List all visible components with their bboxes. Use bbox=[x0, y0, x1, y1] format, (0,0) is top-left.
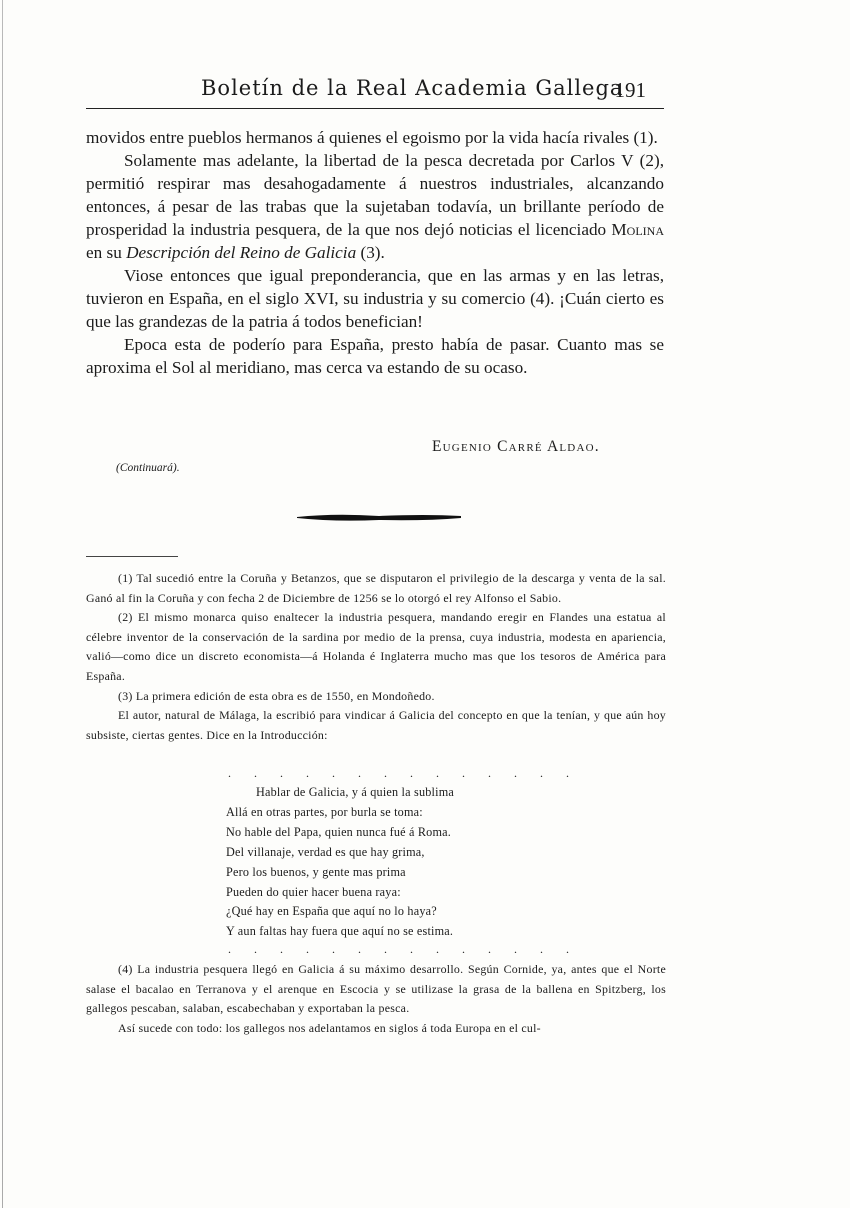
journal-title: Boletín de la Real Academia Gallega bbox=[201, 76, 624, 100]
footnote-4-continued: Así sucede con todo: los gallegos nos adelantamos en siglos á toda Europa en el cul- bbox=[118, 1020, 541, 1035]
author-molina: Molina bbox=[611, 220, 664, 239]
paragraph-2-end: (3). bbox=[356, 243, 385, 262]
running-header bbox=[86, 74, 664, 109]
paragraph-2-middle: en su bbox=[86, 243, 127, 262]
ellipsis-row-bottom: . . . . . . . . . . . . . . bbox=[228, 942, 579, 956]
footnotes bbox=[86, 569, 666, 745]
main-text bbox=[86, 126, 664, 379]
paragraph-2 bbox=[86, 149, 664, 264]
author-signature: Eugenio Carré Aldao. bbox=[432, 438, 600, 455]
ornamental-rule bbox=[295, 510, 463, 522]
footnote-2: (2) El mismo monarca quiso enaltecer la industria pesquera, mandando eregir en Flandes una estatua al célebre inventor de la conservación de la sardina por medio de la prensa, cuya industria, modesta en apariencia, valió—como dice un discreto economista—á Holanda é Inglaterra mucho mas que los tesoros de América para España. bbox=[86, 610, 666, 683]
poem-line: Allá en otras partes, por burla se toma: bbox=[226, 804, 423, 819]
poem-line: Hablar de Galicia, y á quien la sublima bbox=[256, 785, 454, 799]
poem-line: Y aun faltas hay fuera que aquí no se estima. bbox=[226, 924, 454, 939]
paragraph-4: Epoca esta de poderío para España, presto había de pasar. Cuanto mas se aproxima el Sol al meridiano, mas cerca va estando de su ocaso. bbox=[86, 335, 664, 377]
footnote-3: (3) La primera edición de esta obra es de 1550, en Mondoñedo. bbox=[118, 688, 435, 703]
poem-line: No hable del Papa, quien nunca fué á Roma. bbox=[226, 824, 451, 839]
book-title: Descripción del Reino de Galicia bbox=[126, 243, 357, 262]
footnote-separator bbox=[86, 556, 178, 557]
paragraph-2-text: Solamente mas adelante, la libertad de la pesca decretada por Carlos V (2), permitió respirar mas desahogadamente á nuestros industriales, alcanzando entonces, á pesar de las trabas que la sujetaban todavía, un brillante período de prosperidad la industria pesquera, de la que nos dejó noticias el licenciado bbox=[86, 151, 664, 239]
page-edge bbox=[2, 0, 3, 1208]
footnote-4: (4) La industria pesquera llegó en Galicia á su máximo desarrollo. Según Cornide, ya, antes que el Norte salase el bacalao en Terranova y el arenque en Escocia y se utilizase la grasa de la ballena en Spitzberg, los gallegos pescaban, salaban, escabechaban y exportaban la pesca. bbox=[86, 962, 666, 1016]
poem-line: Del villanaje, verdad es que hay grima, bbox=[226, 844, 425, 859]
footnote-1: (1) Tal sucedió entre la Coruña y Betanzos, que se disputaron el privilegio de la descarga y venta de la sal. Ganó al fin la Coruña y con fecha 2 de Diciembre de 1256 se lo otorgó el rey Alfonso el Sabio. bbox=[86, 571, 666, 605]
paragraph-3: Viose entonces que igual preponderancia, que en las armas y en las letras, tuvieron en España, en el siglo XVI, su industria y su comercio (4). ¡Cuán cierto es que las grandezas de la patria á todos benefician! bbox=[86, 266, 664, 331]
paragraph-1: movidos entre pueblos hermanos á quienes el egoismo por la vida hacía rivales (1). bbox=[86, 128, 658, 147]
continued-note: (Continuará). bbox=[116, 462, 180, 474]
footnote-4-block bbox=[86, 960, 666, 1038]
poem-line: ¿Qué hay en España que aquí no lo haya? bbox=[226, 904, 437, 919]
poem-line: Pueden do quier hacer buena raya: bbox=[226, 884, 401, 899]
poem-line: Pero los buenos, y gente mas prima bbox=[226, 864, 406, 879]
page-number: 191 bbox=[614, 78, 646, 102]
quoted-poem bbox=[226, 783, 454, 942]
footnote-3-continued: El autor, natural de Málaga, la escribió para vindicar á Galicia del concepto en que la tenían, y que aún hoy subsiste, ciertas gentes. Dice en la Introducción: bbox=[86, 708, 666, 742]
ellipsis-row-top: . . . . . . . . . . . . . . bbox=[228, 766, 579, 780]
